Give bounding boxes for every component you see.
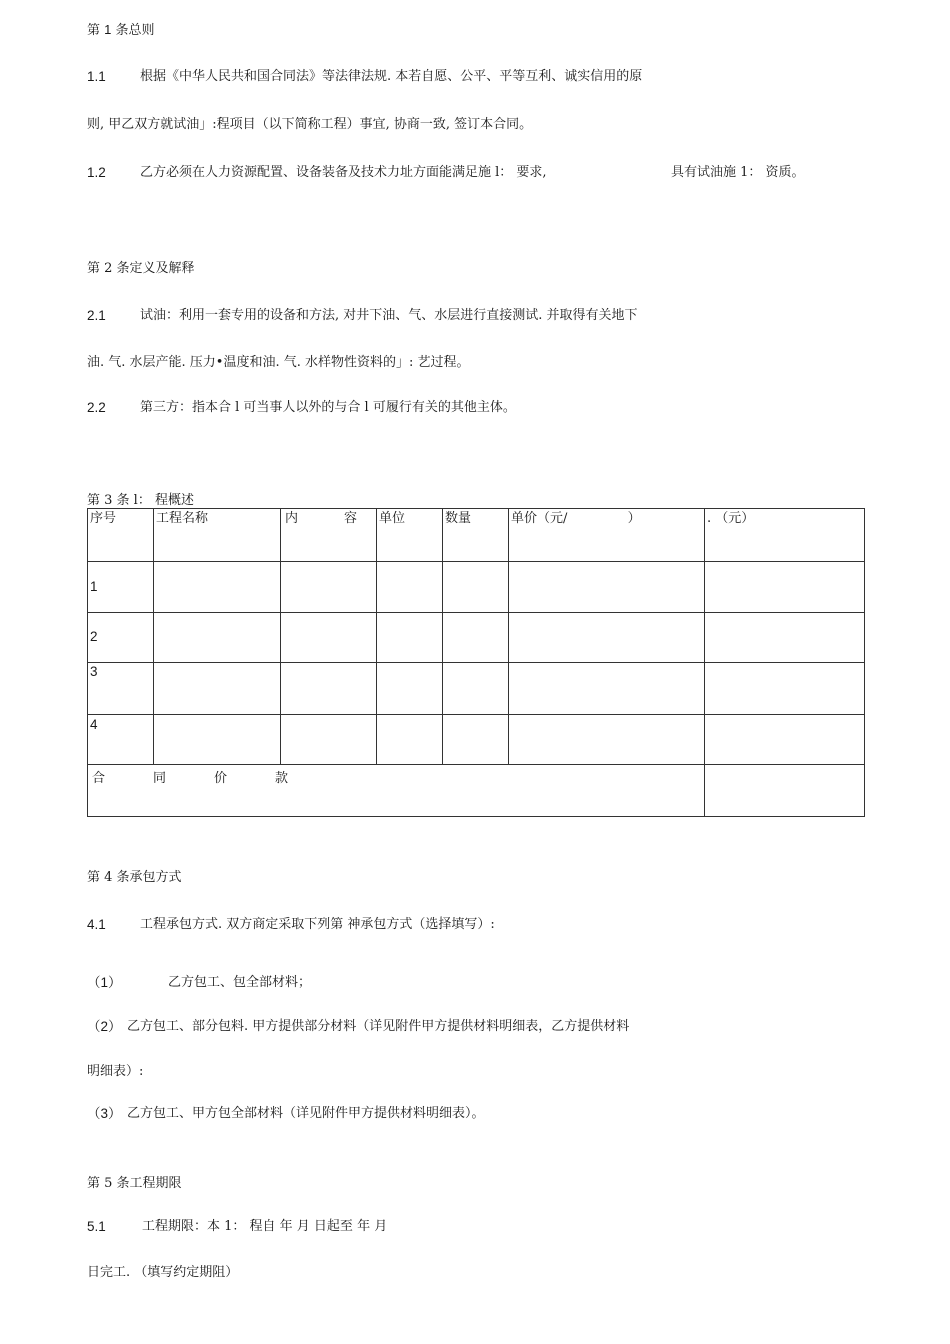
option-3-text: 乙方包工、甲方包全部材料（详见附件甲方提供材料明细表）。	[127, 1106, 485, 1121]
article-1-title-number: 1	[104, 22, 112, 37]
option-2-continuation: 明细表）:	[87, 1064, 144, 1079]
header-unit-price-a: 单价（元/	[511, 511, 568, 526]
table-row	[88, 715, 865, 765]
clause-1-1-text: 根据《中华人民共和国合同法》等法律法规. 本若自愿、公平、平等互利、诚实信用的原	[140, 69, 643, 84]
clause-1-2-number: 1.2	[87, 165, 106, 180]
clause-2-2-text: 第三方：指本合 l 可当事人以外的与合 l 可履行有关的其他主体。	[140, 400, 516, 415]
header-project-name: 工程名称	[154, 509, 281, 562]
clause-5-1-continuation: 日完工. （填写约定期阻）	[87, 1265, 239, 1280]
article-5-title: 第 5 条工程期限	[87, 1176, 182, 1191]
row-number: 1	[88, 562, 154, 613]
clause-1-2-text: 乙方必须在人力资源配置、设备装备及技术力址方面能满足施 l： 要求,	[140, 165, 547, 180]
article-2-title: 第 2 条定义及解释	[87, 261, 195, 276]
option-2-number: （2）	[87, 1019, 122, 1034]
header-content-b: 容	[343, 511, 357, 526]
contract-price-char: 价	[213, 771, 227, 786]
header-unit-price	[509, 509, 705, 562]
header-content	[281, 509, 377, 562]
article-1-title	[87, 21, 155, 40]
clause-2-2-number: 2.2	[87, 400, 106, 415]
option-2-text: 乙方包工、部分包料. 甲方提供部分材料（详见附件甲方提供材料明细表，乙方提供材料	[127, 1019, 630, 1034]
clause-1-1-continuation: 则, 甲乙双方就试油」:程项目（以下简称工程）事宜, 协商一致, 签订本合同。	[87, 117, 533, 132]
header-seq: 序号	[88, 509, 154, 562]
article-3-title: 第 3 条 l： 程概述	[87, 493, 194, 508]
clause-5-1-text: 工程期限：本 1： 程自 年 月 日起至 年 月	[142, 1219, 388, 1234]
row-number: 2	[88, 613, 154, 663]
row-number: 4	[88, 715, 154, 765]
clause-1-2-text-right: 具有试油施 1： 资质。	[671, 165, 805, 180]
table-footer-row	[88, 765, 865, 817]
clause-5-1-number: 5.1	[87, 1219, 106, 1234]
table-header-row	[88, 509, 865, 562]
clause-4-1-text: 工程承包方式. 双方商定采取下列第 神承包方式（选择填写）:	[140, 917, 495, 932]
header-total: . （元）	[705, 509, 865, 562]
clause-4-1-number: 4.1	[87, 917, 106, 932]
header-content-a: 内	[285, 511, 299, 526]
header-quantity: 数量	[443, 509, 509, 562]
option-1-number: （1）	[87, 975, 122, 990]
table-row	[88, 613, 865, 663]
row-number: 3	[88, 663, 154, 715]
option-1-text: 乙方包工、包全部材料；	[168, 975, 312, 990]
clause-2-1-text: 试油：利用一套专用的设备和方法, 对井下油、气、水层进行直接测试. 并取得有关地下	[140, 308, 638, 323]
contract-price-char: 同	[152, 771, 166, 786]
clause-1-1-number: 1.1	[87, 69, 106, 84]
contract-price-char: 合	[92, 771, 106, 786]
contract-price-label	[88, 765, 705, 817]
article-1-title-prefix: 第	[87, 23, 101, 38]
table-row	[88, 562, 865, 613]
contract-price-char: 款	[274, 771, 288, 786]
article-4-title: 第 4 条承包方式	[87, 870, 182, 885]
article-1-title-text: 条总则	[115, 23, 155, 38]
header-unit: 单位	[377, 509, 443, 562]
header-unit-price-b: ）	[627, 511, 641, 526]
clause-2-1-number: 2.1	[87, 308, 106, 323]
option-3-number: （3）	[87, 1106, 122, 1121]
project-overview-table	[87, 508, 865, 817]
clause-2-1-continuation: 油. 气. 水层产能. 压力•温度和油. 气. 水样物性资料的」: 艺过程。	[87, 355, 470, 370]
contract-price-value	[705, 765, 865, 817]
table-row	[88, 663, 865, 715]
